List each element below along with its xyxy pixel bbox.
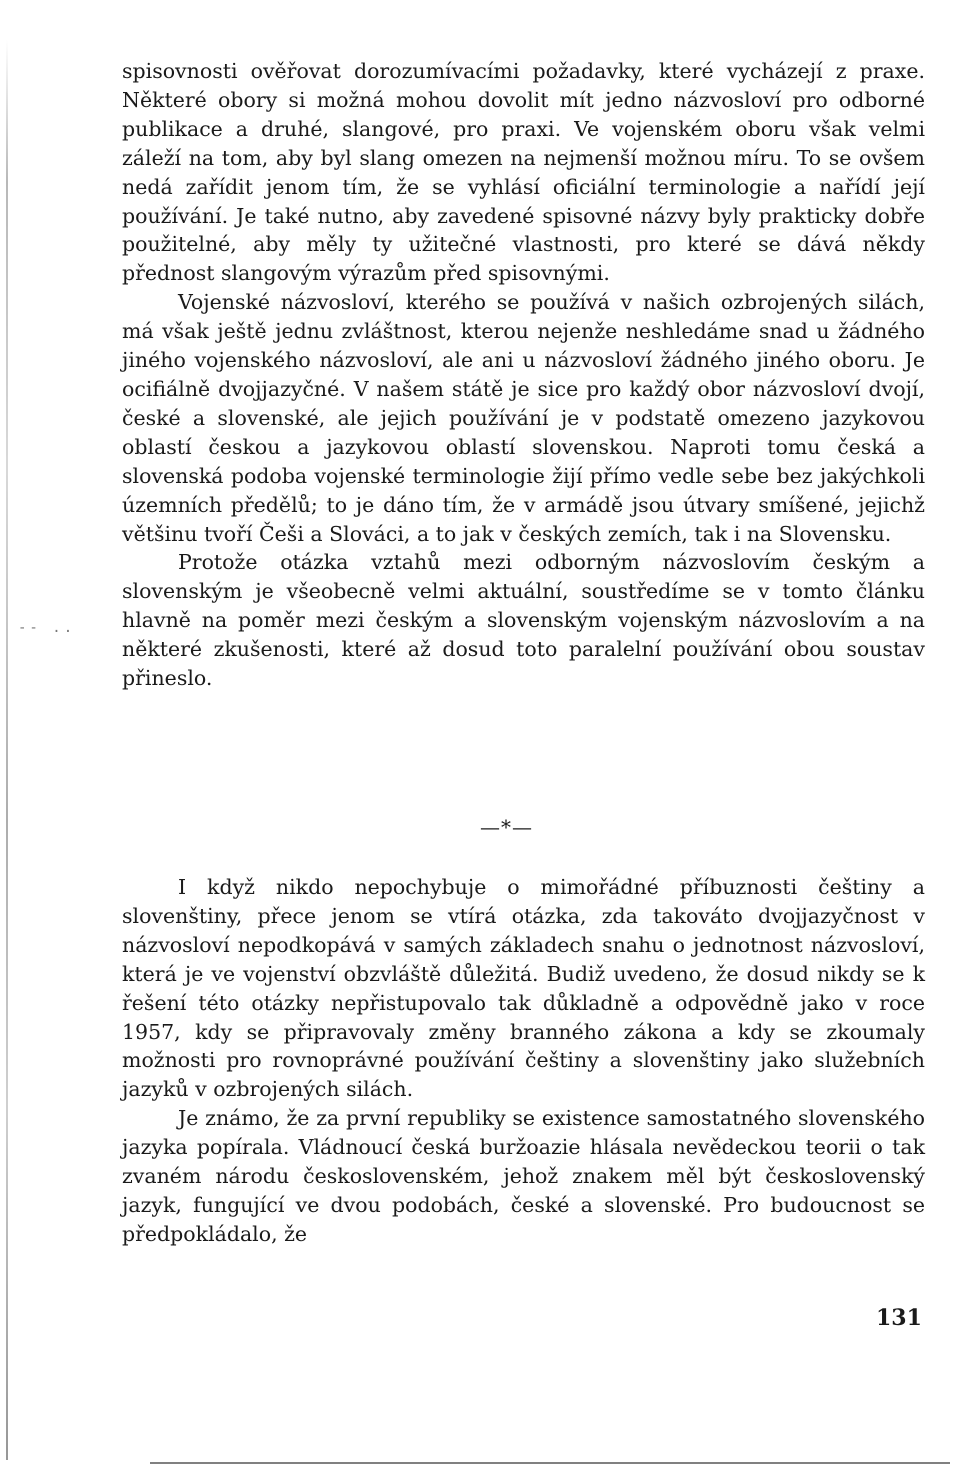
text-block-upper	[122, 57, 925, 693]
scan-binding-edge	[6, 40, 8, 1460]
paragraph: Protože otázka vztahů mezi odborným názvoslovím českým a slovenským je všeobecně velmi aktuální, soustředíme se v tomto článku hlavně na poměr mezi českým a slovenským vojenským názvoslovím a na některé zkušenosti, které až dosud toto paralelní používání obou soustav přineslo.	[122, 550, 925, 691]
page-number: 131	[876, 1305, 922, 1331]
paragraph: Vojenské názvosloví, kterého se používá v našich ozbrojených silách, má však ještě jednu zvláštnost, kterou nejenže neshledáme snad u žádného jiného vojenského názvosloví, ale ani u názvosloví žádného jiného oboru. Je ocifiálně dvojjazyčné. V našem státě je sice pro každý obor názvosloví dvojí, české a slovenské, ale jejich používání je v podstatě omezeno jazykovou oblastí českou a jazykovou oblastí slovenskou. Naproti tomu česká a slovenská podoba vojenské terminologie žijí přímo vedle sebe bez jakýchkoli územních předělů; to je dáno tím, že v armádě jsou útvary smíšené, jejichž většinu tvoří Češi a Slováci, a to jak v českých zemích, tak i na Slovensku.	[122, 290, 925, 546]
paragraph: I když nikdo nepochybuje o mimořádné příbuznosti češtiny a slovenštiny, přece jenom se vtírá otázka, zda takováto dvojjazyčnost v názvosloví nepodkopává v samých základech snahu o jednotnost názvosloví, která je ve vojenství obzvláště důležitá. Budiž uvedeno, že dosud nikdy se k řešení této otázky nepřistupovalo tak důkladně a odpovědně jako v roce 1957, kdy se připravovaly změny branného zákona a kdy se zkoumaly možnosti pro rovnoprávné používání češtiny a slovenštiny jako služebních jazyků v ozbrojených silách.	[122, 875, 925, 1102]
section-separator: —*—	[480, 815, 533, 839]
paragraph: spisovnosti ověřovat dorozumívacími požadavky, které vycházejí z praxe. Některé obory si možná mohou dovolit mít jedno názvosloví pro odborné publikace a druhé, slangové, pro praxi. Ve vojenském oboru však velmi záleží na tom, aby byl slang omezen na nejmenší možnou míru. To se ovšem nedá zařídit jenom tím, že se vyhlásí oficiální terminologie a nařídí její používání. Je také nutno, aby zavedené spisovné názvy byly prakticky dobře použitelné, aby měly ty užitečné vlastnosti, pro které se dává někdy přednost slangovým výrazům před spisovnými.	[122, 59, 925, 286]
paragraph: Je známo, že za první republiky se existence samostatného slovenského jazyka popírala. Vládnoucí česká buržoazie hlásala nevědeckou teorii o tak zvaném národu československém, jehož znakem měl být československý jazyk, fungující ve dvou podobách, české a slovenské. Pro budoucnost se předpokládalo, že	[122, 1106, 925, 1246]
bottom-rule	[150, 1462, 950, 1464]
text-block-lower	[122, 873, 925, 1249]
margin-mark: -- ..	[18, 620, 76, 636]
